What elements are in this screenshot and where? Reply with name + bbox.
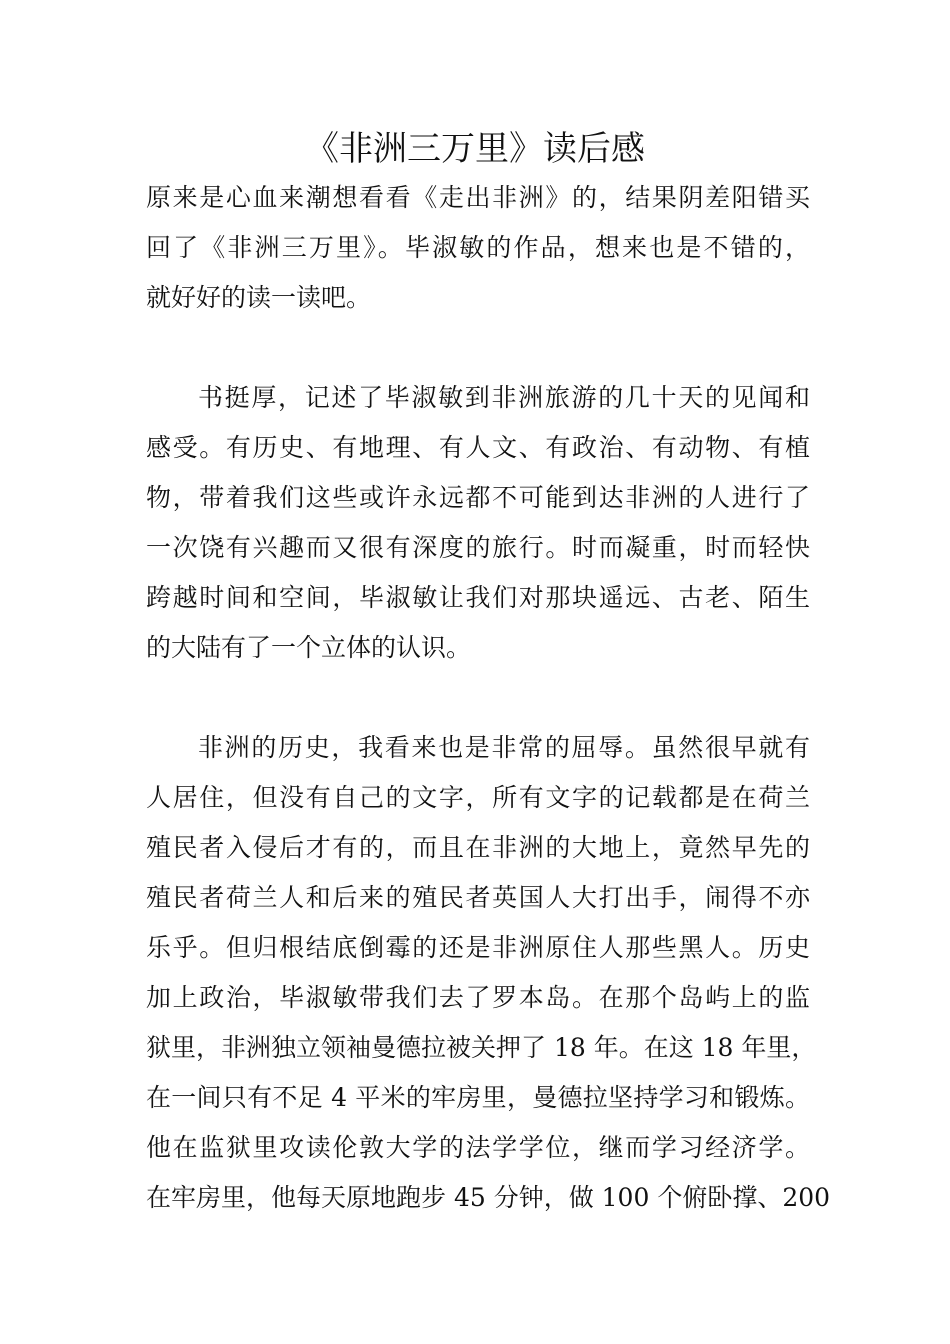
paragraph-3-line-7: 狱里，非洲独立领袖曼德拉被关押了 18 年。在这 18 年里， bbox=[146, 1033, 817, 1062]
paragraph-1-line-1: 原来是心血来潮想看看《走出非洲》的，结果阴差阳错买 bbox=[146, 183, 810, 212]
paragraph-3-line-2: 人居住，但没有自己的文字，所有文字的记载都是在荷兰 bbox=[146, 783, 810, 812]
paragraph-2-line-3: 物，带着我们这些或许永远都不可能到达非洲的人进行了 bbox=[146, 483, 810, 512]
paragraph-3-line-4: 殖民者荷兰人和后来的殖民者英国人大打出手，闹得不亦 bbox=[146, 883, 810, 912]
paragraph-1-line-2: 回了《非洲三万里》。毕淑敏的作品，想来也是不错的， bbox=[146, 233, 810, 262]
paragraph-3-line-1: 非洲的历史，我看来也是非常的屈辱。虽然很早就有 bbox=[198, 733, 810, 762]
paragraph-3-line-10: 在牢房里，他每天原地跑步 45 分钟，做 100 个俯卧撑、200 bbox=[146, 1183, 831, 1212]
paragraph-3-line-9: 他在监狱里攻读伦敦大学的法学学位，继而学习经济学。 bbox=[146, 1133, 810, 1162]
paragraph-3-line-6: 加上政治，毕淑敏带我们去了罗本岛。在那个岛屿上的监 bbox=[146, 983, 810, 1012]
paragraph-2-line-6: 的大陆有了一个立体的认识。 bbox=[146, 633, 472, 662]
paragraph-3-line-8: 在一间只有不足 4 平米的牢房里，曼德拉坚持学习和锻炼。 bbox=[146, 1083, 810, 1112]
paragraph-2-line-5: 跨越时间和空间，毕淑敏让我们对那块遥远、古老、陌生 bbox=[146, 583, 810, 612]
paragraph-3-line-5: 乐乎。但归根结底倒霉的还是非洲原住人那些黑人。历史 bbox=[146, 933, 810, 962]
paragraph-1-line-3: 就好好的读一读吧。 bbox=[146, 283, 372, 312]
paragraph-3-line-3: 殖民者入侵后才有的，而且在非洲的大地上，竟然早先的 bbox=[146, 833, 810, 862]
paragraph-2-line-2: 感受。有历史、有地理、有人文、有政治、有动物、有植 bbox=[146, 433, 810, 462]
document-title: 《非洲三万里》读后感 bbox=[305, 129, 645, 169]
paragraph-2-line-1: 书挺厚，记述了毕淑敏到非洲旅游的几十天的见闻和 bbox=[198, 383, 810, 412]
paragraph-2-line-4: 一次饶有兴趣而又很有深度的旅行。时而凝重，时而轻快 bbox=[146, 533, 810, 562]
